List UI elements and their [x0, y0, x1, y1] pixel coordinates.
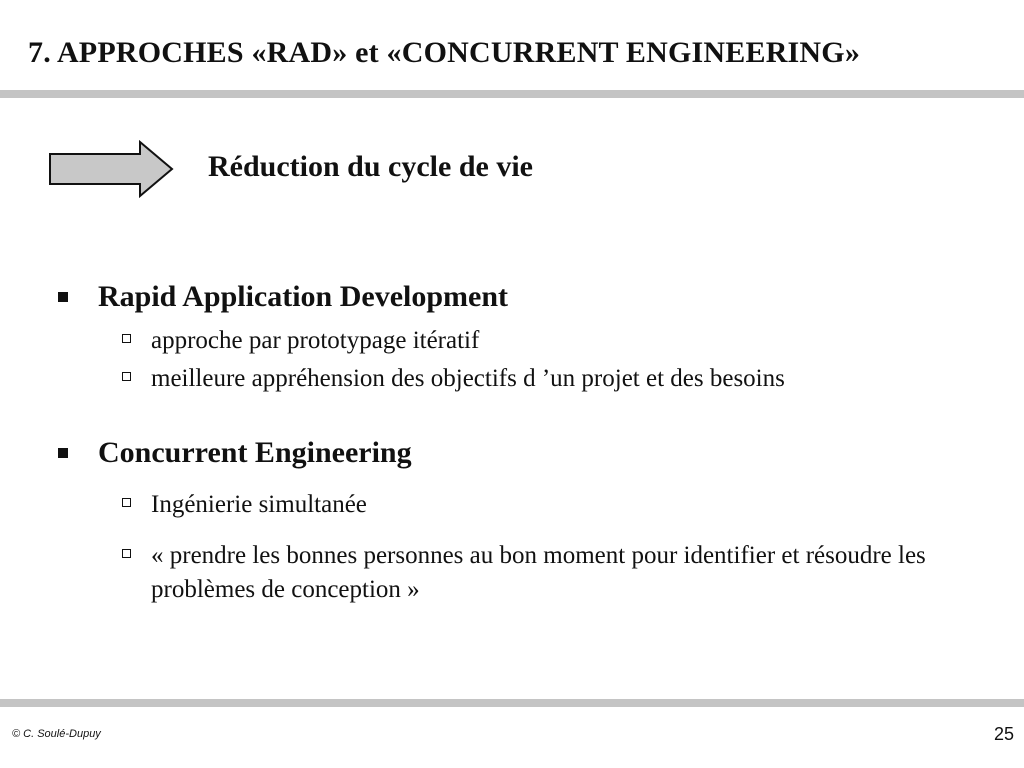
list-item-text: Ingénierie simultanée: [151, 491, 367, 518]
list-item: [122, 362, 785, 396]
filled-square-bullet-icon: [58, 292, 68, 302]
hollow-square-bullet-icon: [122, 549, 131, 558]
bottom-divider: [0, 699, 1024, 707]
copyright-footer: © C. Soulé-Dupuy: [12, 728, 101, 740]
top-divider: [0, 90, 1024, 98]
right-arrow-icon: [48, 140, 174, 198]
list-item-text: meilleure appréhension des objectifs d ’un projet et des besoins: [151, 365, 785, 392]
list-item-text: approche par prototypage itératif: [151, 327, 480, 354]
page-number: 25: [993, 724, 1014, 744]
list-item: [122, 324, 479, 358]
hollow-square-bullet-icon: [122, 498, 131, 507]
hollow-square-bullet-icon: [122, 372, 131, 381]
section-heading-rad: [58, 280, 508, 314]
list-item-text: « prendre les bonnes personnes au bon moment pour identifier et résoudre les problèmes de conception »: [151, 542, 926, 603]
hollow-square-bullet-icon: [122, 334, 131, 343]
section-heading-label: Rapid Application Development: [98, 280, 509, 313]
list-item: [122, 539, 991, 607]
slide-title: 7. APPROCHES «RAD» et «CONCURRENT ENGINEERING»: [28, 36, 861, 69]
filled-square-bullet-icon: [58, 448, 68, 458]
list-item: [122, 488, 367, 522]
subtitle: Réduction du cycle de vie: [208, 150, 533, 183]
section-heading-concurrent-engineering: [58, 436, 412, 470]
section-heading-label: Concurrent Engineering: [98, 436, 412, 469]
